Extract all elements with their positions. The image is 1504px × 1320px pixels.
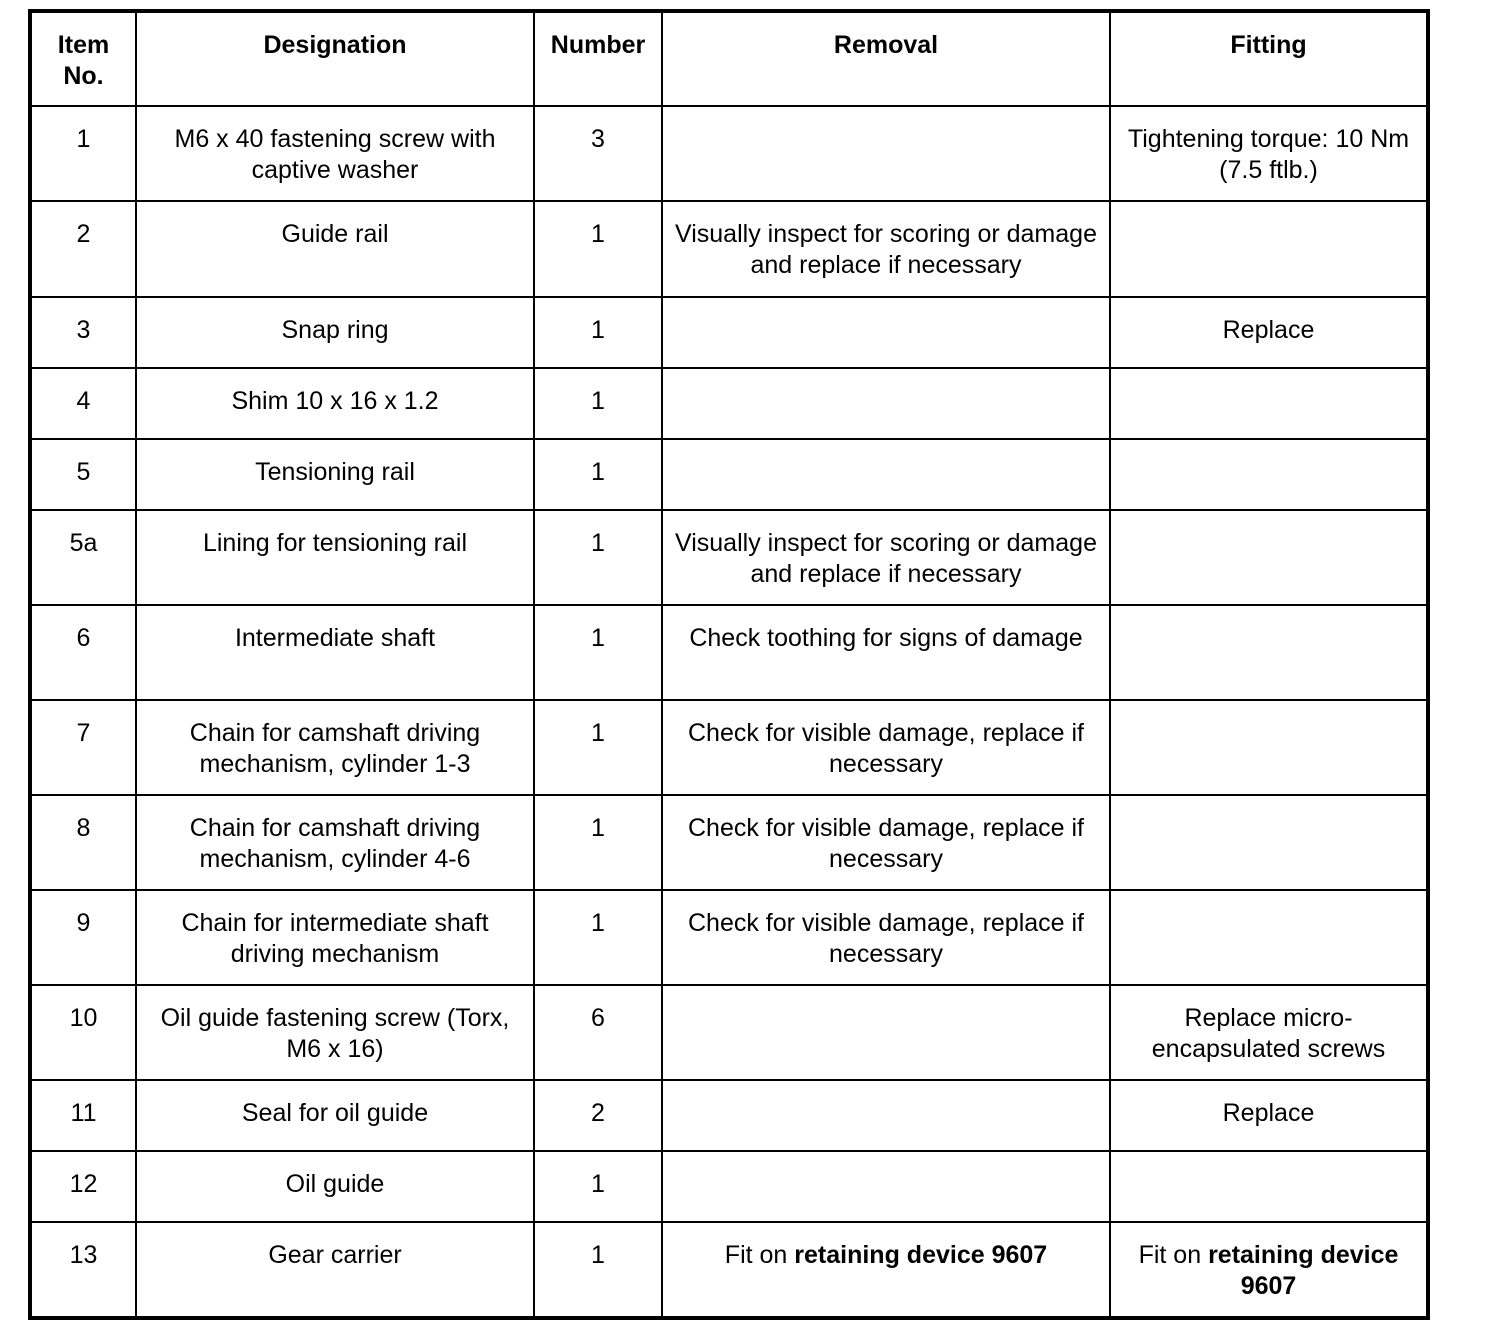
cell-designation: Shim 10 x 16 x 1.2	[136, 368, 534, 439]
cell-number: 3	[534, 106, 662, 201]
cell-number: 1	[534, 368, 662, 439]
cell-number: 1	[534, 201, 662, 297]
cell-removal	[662, 1151, 1110, 1222]
cell-fitting: Replace	[1110, 1080, 1428, 1151]
cell-item: 12	[30, 1151, 136, 1222]
cell-fitting: Replace micro-encapsulated screws	[1110, 985, 1428, 1080]
cell-removal	[662, 106, 1110, 201]
cell-item: 1	[30, 106, 136, 201]
table-row	[30, 297, 1428, 368]
cell-designation: Seal for oil guide	[136, 1080, 534, 1151]
cell-designation: Chain for camshaft driving mechanism, cylinder 4-6	[136, 795, 534, 890]
cell-fitting	[1110, 795, 1428, 890]
cell-number: 6	[534, 985, 662, 1080]
cell-removal: Visually inspect for scoring or damage and replace if necessary	[662, 201, 1110, 297]
cell-item: 3	[30, 297, 136, 368]
cell-designation: Snap ring	[136, 297, 534, 368]
removal-text: Fit on	[724, 1241, 795, 1269]
cell-number: 1	[534, 297, 662, 368]
cell-designation: Chain for intermediate shaft driving mechanism	[136, 890, 534, 985]
cell-designation: Chain for camshaft driving mechanism, cylinder 1-3	[136, 700, 534, 795]
table-row	[30, 605, 1428, 700]
table-row	[30, 795, 1428, 890]
cell-number: 1	[534, 1222, 662, 1318]
cell-number: 2	[534, 1080, 662, 1151]
cell-designation: Oil guide	[136, 1151, 534, 1222]
cell-removal	[662, 1222, 1110, 1318]
cell-item: 7	[30, 700, 136, 795]
cell-designation: Guide rail	[136, 201, 534, 297]
cell-removal	[662, 297, 1110, 368]
cell-removal	[662, 439, 1110, 510]
cell-item: 6	[30, 605, 136, 700]
table-row	[30, 890, 1428, 985]
cell-fitting	[1110, 700, 1428, 795]
cell-item: 11	[30, 1080, 136, 1151]
cell-removal: Check for visible damage, replace if necessary	[662, 795, 1110, 890]
parts-table	[28, 9, 1430, 1320]
cell-fitting	[1110, 439, 1428, 510]
cell-designation: Gear carrier	[136, 1222, 534, 1318]
cell-item: 5a	[30, 510, 136, 605]
cell-item: 13	[30, 1222, 136, 1318]
table-row	[30, 700, 1428, 795]
cell-fitting	[1110, 368, 1428, 439]
cell-removal	[662, 985, 1110, 1080]
cell-number: 1	[534, 439, 662, 510]
cell-fitting	[1110, 1151, 1428, 1222]
cell-fitting	[1110, 890, 1428, 985]
header-removal: Removal	[662, 11, 1110, 106]
cell-number: 1	[534, 890, 662, 985]
cell-removal: Check for visible damage, replace if necessary	[662, 890, 1110, 985]
cell-designation: Lining for tensioning rail	[136, 510, 534, 605]
cell-item: 10	[30, 985, 136, 1080]
cell-removal	[662, 368, 1110, 439]
cell-number: 1	[534, 1151, 662, 1222]
cell-number: 1	[534, 605, 662, 700]
fitting-text: Fit on	[1138, 1241, 1209, 1269]
cell-fitting: Tightening torque: 10 Nm (7.5 ftlb.)	[1110, 106, 1428, 201]
header-item-no: Item No.	[30, 11, 136, 106]
header-fitting: Fitting	[1110, 11, 1428, 106]
header-number: Number	[534, 11, 662, 106]
cell-number: 1	[534, 700, 662, 795]
cell-fitting: Replace	[1110, 297, 1428, 368]
cell-fitting	[1110, 605, 1428, 700]
cell-fitting	[1110, 510, 1428, 605]
table-row	[30, 1222, 1428, 1318]
fitting-tool-name: retaining device 9607	[1208, 1241, 1399, 1300]
cell-removal: Check toothing for signs of damage	[662, 605, 1110, 700]
table-row	[30, 510, 1428, 605]
table-header-row	[30, 11, 1428, 106]
cell-removal: Visually inspect for scoring or damage and replace if necessary	[662, 510, 1110, 605]
cell-item: 2	[30, 201, 136, 297]
cell-number: 1	[534, 510, 662, 605]
cell-designation: M6 x 40 fastening screw with captive washer	[136, 106, 534, 201]
cell-item: 4	[30, 368, 136, 439]
removal-tool-name: retaining device 9607	[794, 1241, 1048, 1269]
table-row	[30, 1151, 1428, 1222]
cell-item: 5	[30, 439, 136, 510]
cell-removal	[662, 1080, 1110, 1151]
cell-designation: Oil guide fastening screw (Torx, M6 x 16)	[136, 985, 534, 1080]
table-row	[30, 1080, 1428, 1151]
cell-number: 1	[534, 795, 662, 890]
cell-fitting	[1110, 1222, 1428, 1318]
table-row	[30, 106, 1428, 201]
header-designation: Designation	[136, 11, 534, 106]
cell-item: 8	[30, 795, 136, 890]
cell-designation: Intermediate shaft	[136, 605, 534, 700]
table-row	[30, 985, 1428, 1080]
table-row	[30, 201, 1428, 297]
table-row	[30, 439, 1428, 510]
table-row	[30, 368, 1428, 439]
cell-removal: Check for visible damage, replace if necessary	[662, 700, 1110, 795]
cell-designation: Tensioning rail	[136, 439, 534, 510]
cell-fitting	[1110, 201, 1428, 297]
cell-item: 9	[30, 890, 136, 985]
